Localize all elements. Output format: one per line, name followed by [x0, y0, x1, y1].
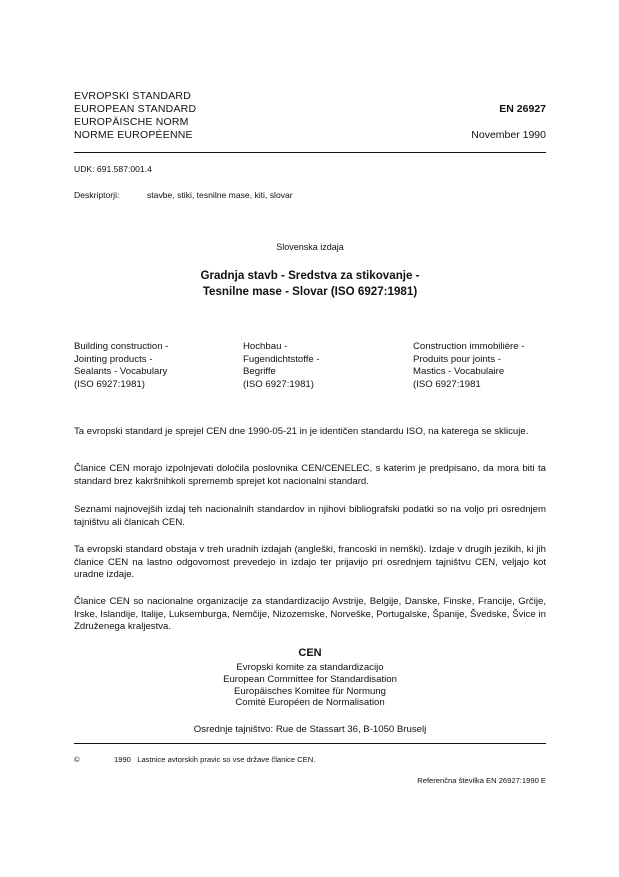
copyright-symbol: ©	[74, 755, 80, 764]
translation-line: Mastics - Vocabulaire	[413, 366, 505, 378]
translation-line: Fugendichtstoffe -	[243, 353, 320, 365]
translation-french	[413, 341, 524, 391]
paragraph-adoption: Ta evropski standard je sprejel CEN dne 1990-05-21 in je identičen standardu ISO, na katerega se sklicuje.	[74, 426, 529, 437]
standard-name-sl: EVROPSKI STANDARD	[74, 90, 191, 102]
standard-names	[74, 90, 196, 142]
copyright-text: 1990 Lastnice avtorskih pravic so vse države članice CEN.	[114, 755, 316, 764]
descriptors-label: Deskriptorji:	[74, 190, 120, 200]
translation-english	[74, 341, 168, 391]
title-line-2: Tesnilne mase - Slovar (ISO 6927:1981)	[202, 285, 418, 298]
translation-line: (ISO 6927:1981	[413, 378, 481, 390]
descriptors-value: stavbe, stiki, tesnilne mase, kiti, slovar	[147, 190, 293, 200]
cen-heading: CEN	[298, 647, 322, 659]
paragraph-official-versions: Ta evropski standard obstaja v treh uradnih izdajah (angleški, francoski in nemški). Izdaje v drugih jezikih, ki jih članice CEN na lastno odgovornost prevedejo in izdajo ter prijavijo pri osrednjem tajništvu CEN, veljajo kot uradne izdaje.	[74, 544, 546, 581]
document-title	[74, 268, 546, 300]
cen-names	[74, 662, 546, 709]
translation-line: (ISO 6927:1981)	[74, 378, 145, 390]
cen-name-fr: Comité Européen de Normalisation	[235, 697, 385, 709]
translation-german	[243, 341, 320, 391]
udk-code: UDK: 691.587:001.4	[74, 164, 152, 174]
standard-code: EN 26927	[499, 103, 546, 115]
cen-name-sl: Evropski komite za standardizacijo	[236, 662, 384, 673]
edition-label: Slovenska izdaja	[276, 242, 344, 252]
paragraph-members-obligation: Članice CEN morajo izpolnjevati določila poslovnika CEN/CENELEC, s katerim je predpisano, da mora biti ta standard brez kakršnihkoli sprememb sprejet kot nacionalni standard.	[74, 463, 546, 487]
standard-name-fr: NORME EUROPÉENNE	[74, 129, 193, 141]
translation-line: Produits pour joints -	[413, 353, 501, 365]
translation-line: (ISO 6927:1981)	[243, 378, 314, 390]
header-divider	[74, 152, 546, 153]
reference-number: Referenčna številka EN 26927:1990 E	[417, 776, 546, 785]
standard-name-de: EUROPÄISCHE NORM	[74, 116, 189, 128]
translation-line: Hochbau -	[243, 341, 288, 352]
cen-address: Osrednje tajništvo: Rue de Stassart 36, B-1050 Bruselj	[193, 724, 427, 735]
paragraph-member-countries: Članice CEN so nacionalne organizacije za standardizacijo Avstrije, Belgije, Danske, Finske, Francije, Grčije, Irske, Islandije, Italije, Luksemburga, Nemčije, Nizozemske, Norveške, Portugalske, Španije, Švedske, Švice in Združenega kraljestva.	[74, 596, 546, 633]
translation-line: Jointing products -	[74, 353, 153, 365]
translation-line: Sealants - Vocabulary	[74, 366, 168, 378]
title-line-1: Gradnja stavb - Sredstva za stikovanje -	[200, 269, 420, 282]
paragraph-national-lists: Seznami najnovejših izdaj teh nacionalnih standardov in njihovi bibliografski podatki so na voljo pri osrednjem tajništvu ali članicah CEN.	[74, 504, 546, 528]
translation-line: Begriffe	[243, 366, 276, 378]
cen-name-de: Europäisches Komitee für Normung	[234, 685, 386, 697]
standard-name-en: EUROPEAN STANDARD	[74, 103, 197, 115]
translation-line: Building construction -	[74, 341, 169, 352]
standard-date: November 1990	[471, 129, 546, 141]
footer-divider	[74, 743, 546, 744]
cen-name-en: European Committee for Standardisation	[223, 673, 397, 685]
translation-line: Construction immobilière -	[413, 341, 525, 352]
